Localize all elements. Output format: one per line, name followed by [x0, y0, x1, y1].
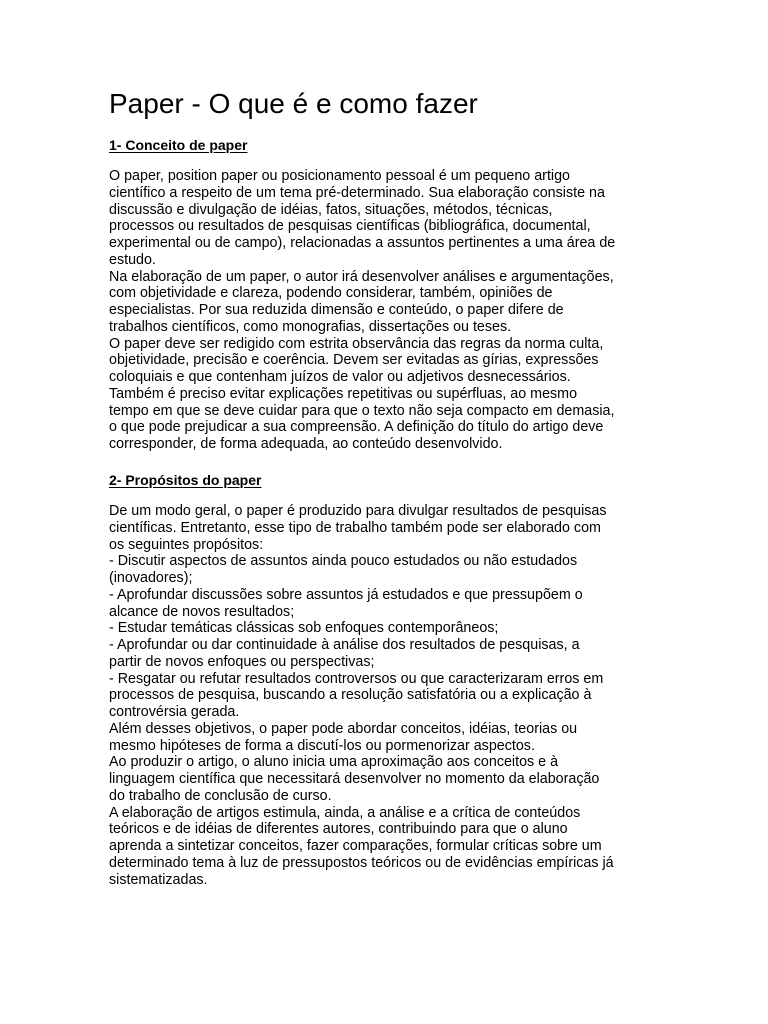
- text-line: do trabalho de conclusão de curso.: [109, 787, 332, 804]
- text-line: - Resgatar ou refutar resultados controversos ou que caracterizaram erros em: [109, 670, 604, 687]
- text-line: alcance de novos resultados;: [109, 603, 295, 620]
- text-line: discussão e divulgação de idéias, fatos, situações, métodos, técnicas,: [109, 201, 553, 218]
- text-line: - Aprofundar ou dar continuidade à análise dos resultados de pesquisas, a: [109, 637, 580, 653]
- text-line: trabalhos científicos, como monografias, dissertações ou teses.: [109, 318, 512, 335]
- text-line: partir de novos enfoques ou perspectivas;: [109, 653, 375, 670]
- section-heading-conceito: 1- Conceito de paper: [109, 137, 248, 153]
- text-line: determinado tema à luz de pressupostos teóricos ou de evidências empíricas já: [109, 854, 614, 871]
- text-line: linguagem científica que necessitará desenvolver no momento da elaboração: [109, 771, 600, 787]
- document-title: Paper - O que é e como fazer: [109, 88, 478, 119]
- text-line: A elaboração de artigos estimula, ainda, a análise e a crítica de conteúdos: [109, 804, 581, 821]
- section-body-propositos: [109, 503, 614, 888]
- text-line: objetividade, precisão e coerência. Devem ser evitadas as gírias, expressões: [109, 352, 599, 369]
- section-heading-propositos: 2- Propósitos do paper: [109, 472, 262, 488]
- text-line: processos de pesquisa, buscando a resolução satisfatória ou a explicação à: [109, 687, 592, 704]
- text-line: De um modo geral, o paper é produzido para divulgar resultados de pesquisas: [109, 503, 607, 519]
- text-line: Também é preciso evitar explicações repetitivas ou supérfluas, ao mesmo: [109, 385, 578, 402]
- text-line: mesmo hipóteses de forma a discutí-los ou pormenorizar aspectos.: [109, 737, 535, 754]
- section-body-conceito: [109, 168, 615, 453]
- text-line: - Discutir aspectos de assuntos ainda pouco estudados ou não estudados: [109, 553, 578, 570]
- text-line: O paper, position paper ou posicionamento pessoal é um pequeno artigo: [109, 168, 570, 184]
- text-line: processos ou resultados de pesquisas científicas (bibliográfica, documental,: [109, 218, 591, 235]
- text-line: (inovadores);: [109, 570, 193, 586]
- text-line: coloquiais e que contenham juízos de valor ou adjetivos desnecessários.: [109, 369, 571, 385]
- text-line: científico a respeito de um tema pré-determinado. Sua elaboração consiste na: [109, 184, 605, 201]
- text-line: aprenda a sintetizar conceitos, fazer comparações, formular críticas sobre um: [109, 838, 602, 854]
- text-line: científicas. Entretanto, esse tipo de trabalho também pode ser elaborado com: [109, 519, 601, 536]
- text-line: com objetividade e clareza, podendo considerar, também, opiniões de: [109, 285, 553, 302]
- text-line: O paper deve ser redigido com estrita observância das regras da norma culta,: [109, 335, 604, 352]
- text-line: experimental ou de campo), relacionadas a assuntos pertinentes a uma área de: [109, 235, 616, 251]
- text-line: - Aprofundar discussões sobre assuntos já estudados e que pressupõem o: [109, 586, 583, 603]
- text-line: corresponder, de forma adequada, ao conteúdo desenvolvido.: [109, 436, 503, 452]
- text-line: sistematizadas.: [109, 871, 208, 888]
- text-line: controvérsia gerada.: [109, 704, 240, 720]
- text-line: tempo em que se deve cuidar para que o texto não seja compacto em demasia,: [109, 402, 615, 419]
- text-line: especialistas. Por sua reduzida dimensão e conteúdo, o paper difere de: [109, 302, 564, 318]
- text-line: - Estudar temáticas clássicas sob enfoques contemporâneos;: [109, 620, 499, 637]
- text-line: teóricos e de idéias de diferentes autores, contribuindo para que o aluno: [109, 821, 568, 838]
- text-line: os seguintes propósitos:: [109, 536, 264, 553]
- text-line: estudo.: [109, 251, 156, 268]
- text-line: Ao produzir o artigo, o aluno inicia uma aproximação aos conceitos e à: [109, 754, 559, 771]
- text-line: o que pode prejudicar a sua compreensão. A definição do título do artigo deve: [109, 419, 604, 436]
- text-line: Além desses objetivos, o paper pode abordar conceitos, idéias, teorias ou: [109, 720, 578, 737]
- text-line: Na elaboração de um paper, o autor irá desenvolver análises e argumentações,: [109, 268, 614, 285]
